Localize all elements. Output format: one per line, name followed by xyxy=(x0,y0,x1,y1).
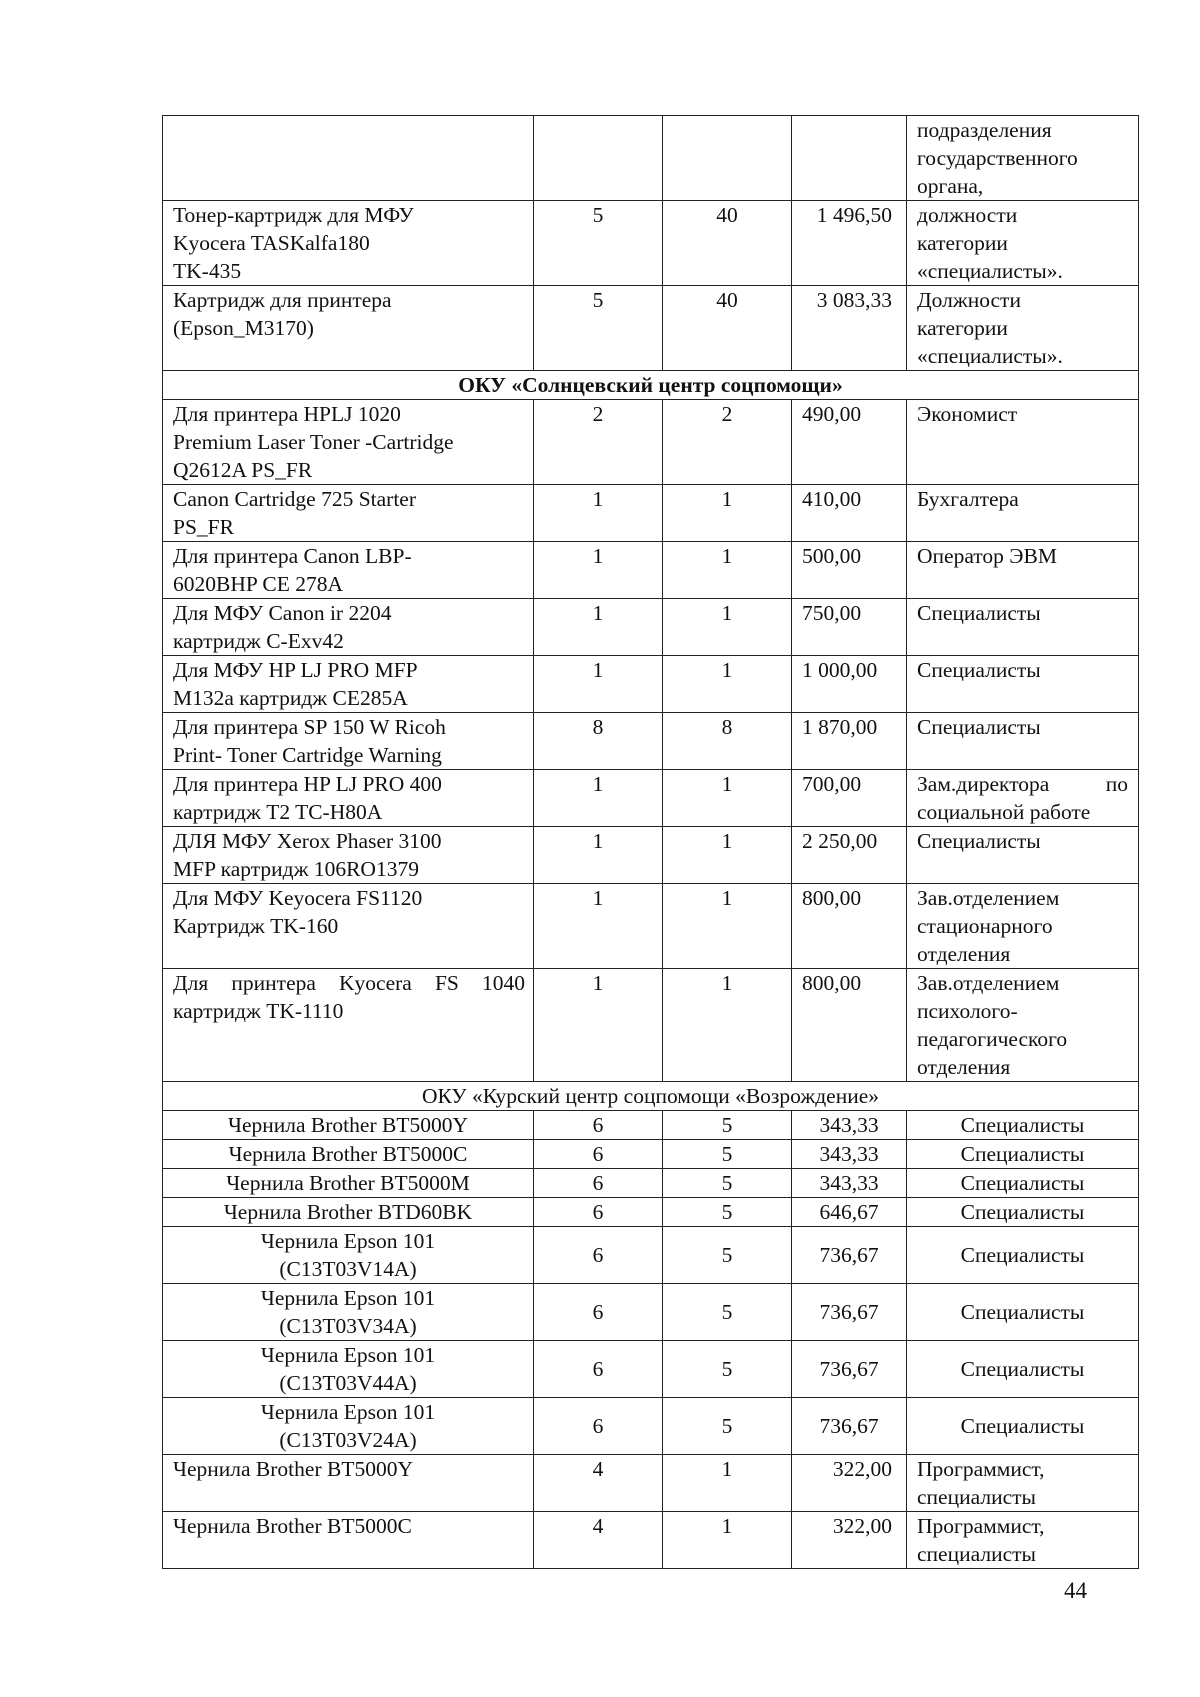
section-title: ОКУ «Солнцевский центр соцпомощи» xyxy=(163,371,1139,400)
position-line: органа, xyxy=(917,174,984,198)
qty-cell: 6 xyxy=(534,1398,663,1455)
position-line: Программист, xyxy=(917,1514,1045,1538)
position-line: социальной работе xyxy=(917,800,1091,824)
table-row xyxy=(163,599,1139,656)
item-name-cell: Для принтера Kyocera FS 1040 картридж TK-1110 xyxy=(163,969,534,1082)
item-name-cell: Чернила Epson 101 (C13T03V34A) xyxy=(163,1284,534,1341)
position-line: должности xyxy=(917,203,1018,227)
col3-cell: 5 xyxy=(663,1284,792,1341)
qty-cell: 4 xyxy=(534,1455,663,1512)
col3-cell: 1 xyxy=(663,969,792,1082)
position-line: «специалисты». xyxy=(917,344,1063,368)
position-cell: Специалисты xyxy=(907,1140,1139,1169)
col3-cell: 5 xyxy=(663,1341,792,1398)
qty-cell: 6 xyxy=(534,1169,663,1198)
price-cell: 410,00 xyxy=(792,485,907,542)
table-row xyxy=(163,1198,1139,1227)
price-cell: 1 496,50 xyxy=(792,201,907,286)
position-cell xyxy=(907,656,1139,713)
table-row xyxy=(163,485,1139,542)
col3-cell: 1 xyxy=(663,485,792,542)
position-line: специалисты xyxy=(917,1542,1036,1566)
price-cell: 500,00 xyxy=(792,542,907,599)
price-cell: 750,00 xyxy=(792,599,907,656)
position-cell xyxy=(907,827,1139,884)
position-line: Бухгалтера xyxy=(917,487,1019,511)
col3-cell: 40 xyxy=(663,286,792,371)
table-row xyxy=(163,1455,1139,1512)
table-row xyxy=(163,969,1139,1082)
position-line: категории xyxy=(917,231,1008,255)
position-cell: Специалисты xyxy=(907,1227,1139,1284)
price-cell: 736,67 xyxy=(792,1398,907,1455)
price-cell: 490,00 xyxy=(792,400,907,485)
qty-cell: 6 xyxy=(534,1111,663,1140)
price-cell: 2 250,00 xyxy=(792,827,907,884)
section-title: ОКУ «Курский центр соцпомощи «Возрождение» xyxy=(163,1082,1139,1111)
item-name-cell: Для принтера HPLJ 1020 Premium Laser Toner -Cartridge Q2612A PS_FR xyxy=(163,400,534,485)
table-row xyxy=(163,542,1139,599)
qty-cell: 1 xyxy=(534,969,663,1082)
table-row xyxy=(163,656,1139,713)
position-line: Специалисты xyxy=(917,829,1041,853)
col3-cell: 1 xyxy=(663,1455,792,1512)
price-cell: 3 083,33 xyxy=(792,286,907,371)
qty-cell: 2 xyxy=(534,400,663,485)
item-name-cell: Чернила Brother BTD60BK xyxy=(163,1198,534,1227)
position-cell xyxy=(907,713,1139,770)
item-name-cell: Для принтера SP 150 W Ricoh Print- Toner Cartridge Warning xyxy=(163,713,534,770)
position-line: Оператор ЭВМ xyxy=(917,544,1057,568)
qty-cell: 4 xyxy=(534,1512,663,1569)
col3-cell: 2 xyxy=(663,400,792,485)
qty-cell: 1 xyxy=(534,599,663,656)
col3-cell: 1 xyxy=(663,1512,792,1569)
position-cell xyxy=(907,770,1139,827)
position-line: Должности xyxy=(917,288,1021,312)
price-cell: 1 000,00 xyxy=(792,656,907,713)
item-name-cell: Для принтера HP LJ PRO 400 картридж T2 TC-H80A xyxy=(163,770,534,827)
position-line: Специалисты xyxy=(917,658,1041,682)
position-cell xyxy=(907,201,1139,286)
qty-cell: 6 xyxy=(534,1227,663,1284)
section-header-row xyxy=(163,371,1139,400)
table-row xyxy=(163,1398,1139,1455)
position-line: Специалисты xyxy=(917,601,1041,625)
qty-cell: 1 xyxy=(534,485,663,542)
qty-cell: 6 xyxy=(534,1198,663,1227)
item-name-cell: Чернила Brother BT5000C xyxy=(163,1512,534,1569)
position-line: Зав.отделением xyxy=(917,971,1060,995)
col3-cell: 1 xyxy=(663,599,792,656)
price-cell: 343,33 xyxy=(792,1111,907,1140)
price-cell: 322,00 xyxy=(792,1512,907,1569)
position-cell xyxy=(907,599,1139,656)
position-cell: Специалисты xyxy=(907,1284,1139,1341)
position-cell xyxy=(907,969,1139,1082)
col3-cell: 5 xyxy=(663,1111,792,1140)
price-cell: 322,00 xyxy=(792,1455,907,1512)
position-line: Программист, xyxy=(917,1457,1045,1481)
col3-cell: 5 xyxy=(663,1198,792,1227)
qty-cell: 8 xyxy=(534,713,663,770)
col3-cell: 5 xyxy=(663,1140,792,1169)
position-line: категории xyxy=(917,316,1008,340)
col3-cell: 1 xyxy=(663,827,792,884)
item-name-cell: Чернила Epson 101 (C13T03V14A) xyxy=(163,1227,534,1284)
item-name-cell xyxy=(163,116,534,201)
price-cell: 343,33 xyxy=(792,1140,907,1169)
position-cell xyxy=(907,542,1139,599)
col3-cell xyxy=(663,116,792,201)
price-cell: 736,67 xyxy=(792,1227,907,1284)
table-row xyxy=(163,1227,1139,1284)
position-cell xyxy=(907,1455,1139,1512)
table-row xyxy=(163,827,1139,884)
item-name-cell: Canon Cartridge 725 Starter PS_FR xyxy=(163,485,534,542)
col3-cell: 8 xyxy=(663,713,792,770)
position-cell: Специалисты xyxy=(907,1169,1139,1198)
position-line: подразделения xyxy=(917,118,1052,142)
qty-cell: 6 xyxy=(534,1140,663,1169)
qty-cell: 1 xyxy=(534,770,663,827)
qty-cell: 1 xyxy=(534,656,663,713)
item-name-cell: Для принтера Canon LBP- 6020BHP CE 278A xyxy=(163,542,534,599)
position-cell xyxy=(907,884,1139,969)
position-cell: Специалисты xyxy=(907,1398,1139,1455)
position-line: специалисты xyxy=(917,1485,1036,1509)
position-line: стационарного xyxy=(917,914,1053,938)
supplies-table-body xyxy=(163,116,1139,1569)
qty-cell: 1 xyxy=(534,827,663,884)
position-cell: Специалисты xyxy=(907,1341,1139,1398)
item-name-cell: Для МФУ Canon ir 2204 картридж C-Exv42 xyxy=(163,599,534,656)
item-name-cell: ДЛЯ МФУ Xerox Phaser 3100 MFP картридж 106RO1379 xyxy=(163,827,534,884)
price-cell: 800,00 xyxy=(792,884,907,969)
item-name-cell: Чернила Epson 101 (C13T03V24A) xyxy=(163,1398,534,1455)
col3-cell: 40 xyxy=(663,201,792,286)
position-cell: Специалисты xyxy=(907,1198,1139,1227)
table-row xyxy=(163,201,1139,286)
position-cell xyxy=(907,286,1139,371)
col3-cell: 1 xyxy=(663,770,792,827)
item-name-cell: Чернила Brother BT5000Y xyxy=(163,1111,534,1140)
price-cell: 343,33 xyxy=(792,1169,907,1198)
item-name-cell: Для МФУ Keyocera FS1120 Картридж TK-160 xyxy=(163,884,534,969)
price-cell: 1 870,00 xyxy=(792,713,907,770)
position-line: отделения xyxy=(917,1055,1011,1079)
item-name-cell: Чернила Brother BT5000Y xyxy=(163,1455,534,1512)
item-name-cell: Тонер-картридж для МФУ Kyocera TASKalfa180 TK-435 xyxy=(163,201,534,286)
table-row xyxy=(163,1169,1139,1198)
supplies-table xyxy=(162,115,1139,1569)
price-cell: 700,00 xyxy=(792,770,907,827)
table-row xyxy=(163,884,1139,969)
price-cell: 800,00 xyxy=(792,969,907,1082)
col3-cell: 5 xyxy=(663,1169,792,1198)
table-row xyxy=(163,770,1139,827)
table-row xyxy=(163,400,1139,485)
position-line: Специалисты xyxy=(917,715,1041,739)
price-cell: 736,67 xyxy=(792,1284,907,1341)
qty-cell: 6 xyxy=(534,1284,663,1341)
table-row xyxy=(163,116,1139,201)
position-line: государственного xyxy=(917,146,1078,170)
position-cell: Специалисты xyxy=(907,1111,1139,1140)
table-row xyxy=(163,1341,1139,1398)
table-row xyxy=(163,1111,1139,1140)
section-header-row xyxy=(163,1082,1139,1111)
table-row xyxy=(163,286,1139,371)
position-line: Зам.директора по xyxy=(917,772,1128,796)
qty-cell: 6 xyxy=(534,1341,663,1398)
col3-cell: 1 xyxy=(663,884,792,969)
position-line: «специалисты». xyxy=(917,259,1063,283)
position-line: Экономист xyxy=(917,402,1018,426)
price-cell xyxy=(792,116,907,201)
position-cell xyxy=(907,116,1139,201)
table-row xyxy=(163,1512,1139,1569)
page-number: 44 xyxy=(1064,1578,1087,1603)
item-name-cell: Чернила Brother BT5000M xyxy=(163,1169,534,1198)
qty-cell: 5 xyxy=(534,201,663,286)
col3-cell: 1 xyxy=(663,656,792,713)
col3-cell: 5 xyxy=(663,1227,792,1284)
table-row xyxy=(163,713,1139,770)
col3-cell: 1 xyxy=(663,542,792,599)
item-name-cell: Картридж для принтера (Epson_M3170) xyxy=(163,286,534,371)
table-row xyxy=(163,1140,1139,1169)
position-line: Зав.отделением xyxy=(917,886,1060,910)
item-name-cell: Чернила Brother BT5000C xyxy=(163,1140,534,1169)
position-line: психолого- xyxy=(917,999,1018,1023)
position-cell xyxy=(907,1512,1139,1569)
position-line: педагогического xyxy=(917,1027,1068,1051)
price-cell: 736,67 xyxy=(792,1341,907,1398)
item-name-cell: Для МФУ HP LJ PRO MFP M132a картридж CE285A xyxy=(163,656,534,713)
col3-cell: 5 xyxy=(663,1398,792,1455)
position-line: отделения xyxy=(917,942,1011,966)
qty-cell xyxy=(534,116,663,201)
item-name-cell: Чернила Epson 101 (C13T03V44A) xyxy=(163,1341,534,1398)
qty-cell: 1 xyxy=(534,884,663,969)
position-cell xyxy=(907,485,1139,542)
qty-cell: 1 xyxy=(534,542,663,599)
price-cell: 646,67 xyxy=(792,1198,907,1227)
position-cell xyxy=(907,400,1139,485)
qty-cell: 5 xyxy=(534,286,663,371)
table-row xyxy=(163,1284,1139,1341)
